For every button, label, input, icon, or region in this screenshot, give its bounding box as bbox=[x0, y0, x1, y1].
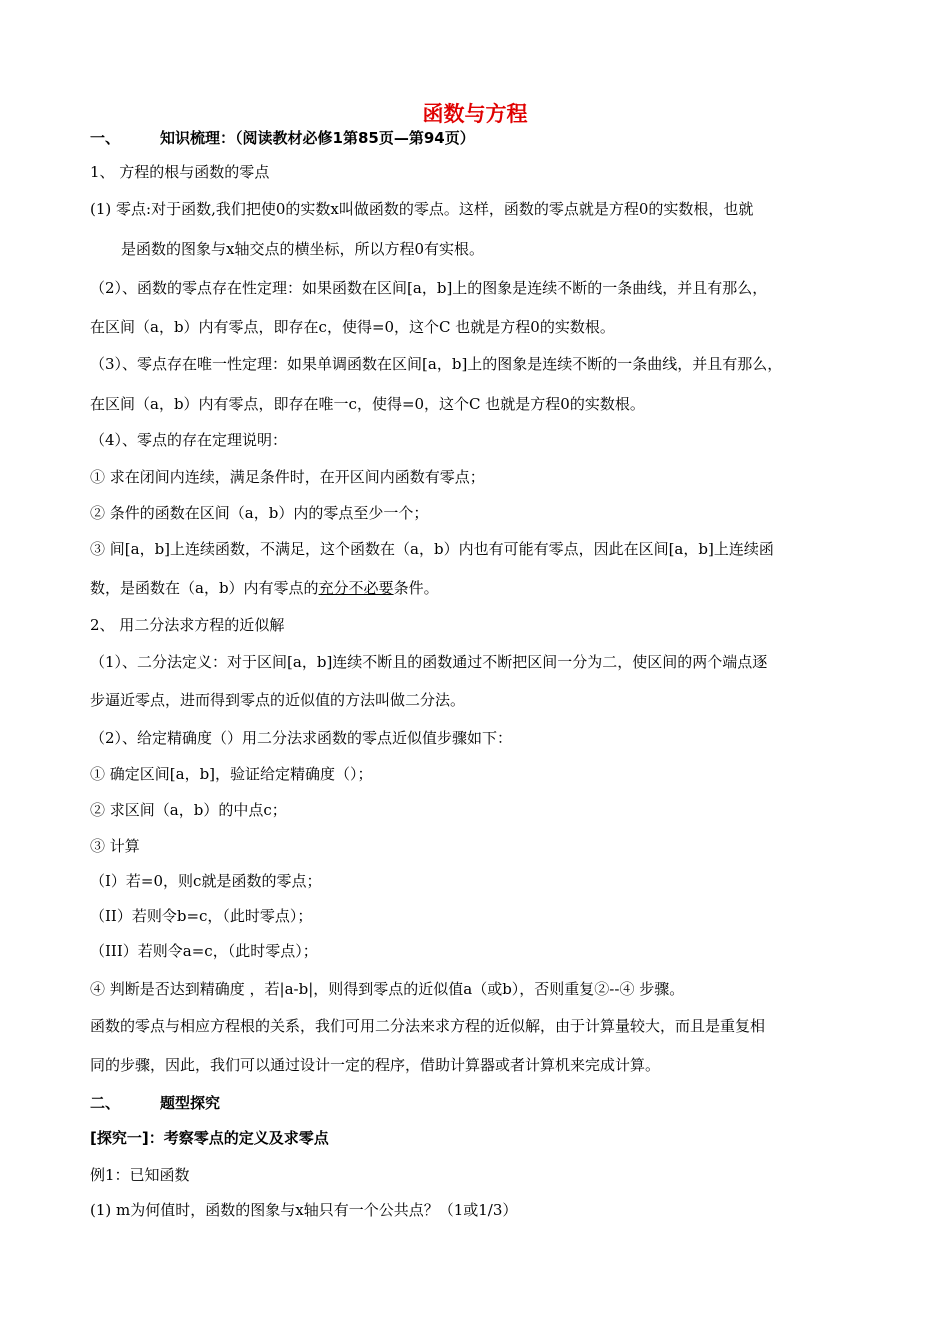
paragraph-line: （2）、函数的零点存在性定理：如果函数在区间[a，b]上的图象是连续不断的一条曲线，并且有那么， bbox=[90, 279, 768, 297]
section-number: 一、 bbox=[90, 129, 121, 147]
explore-heading: [探究一]：考察零点的定义及求零点 bbox=[90, 1129, 329, 1147]
paragraph-line: ① 确定区间[a，b]，验证给定精确度（）； bbox=[90, 765, 373, 783]
example-label: 例1：已知函数 bbox=[90, 1166, 190, 1184]
paragraph-line: 步逼近零点，进而得到零点的近似值的方法叫做二分法。 bbox=[90, 691, 466, 709]
paragraph-line: 1、 方程的根与函数的零点 bbox=[90, 163, 270, 181]
paragraph-line: 在区间（a，b）内有零点，即存在唯一c，使得=0，这个C 也就是方程0的实数根。 bbox=[90, 395, 645, 413]
paragraph-line: （3）、零点存在唯一性定理：如果单调函数在区间[a，b]上的图象是连续不断的一条曲线，并且有那么， bbox=[90, 355, 783, 373]
section-heading-2 bbox=[90, 1092, 910, 1114]
paragraph-line: ③ 间[a，b]上连续函数，不满足，这个函数在（a，b）内也有可能有零点，因此在区间[a，b]上连续函 bbox=[90, 540, 774, 558]
section-title: 知识梳理：（阅读教材必修1第85页—第94页） bbox=[160, 129, 475, 147]
text-span: 数，是函数在（a，b）内有零点的 bbox=[90, 579, 319, 597]
paragraph-line: ④ 判断是否达到精确度 ，若|a-b|，则得到零点的近似值a（或b），否则重复②--④ 步骤。 bbox=[90, 980, 685, 998]
document-title: 函数与方程 bbox=[422, 102, 528, 126]
paragraph-line: (1) 零点:对于函数,我们把使0的实数x叫做函数的零点。这样，函数的零点就是方程0的实数根，也就 bbox=[90, 200, 754, 218]
paragraph-line: （2）、给定精确度（）用二分法求函数的零点近似值步骤如下： bbox=[90, 729, 513, 747]
text-span: 条件。 bbox=[393, 579, 439, 597]
paragraph-line: ② 求区间（a，b）的中点c； bbox=[90, 801, 287, 819]
paragraph-line: ③ 计算 bbox=[90, 837, 140, 855]
paragraph-line: （I）若=0，则c就是函数的零点； bbox=[90, 872, 322, 890]
paragraph-line bbox=[90, 577, 910, 599]
example-question: (1) m为何值时，函数的图象与x轴只有一个公共点？（1或1/3） bbox=[90, 1201, 518, 1219]
section-title: 题型探究 bbox=[160, 1094, 221, 1112]
paragraph-line: 在区间（a，b）内有零点，即存在c，使得=0，这个C 也就是方程0的实数根。 bbox=[90, 318, 615, 336]
paragraph-line: ① 求在闭间内连续，满足条件时，在开区间内函数有零点； bbox=[90, 468, 485, 486]
section-number: 二、 bbox=[90, 1094, 121, 1112]
paragraph-line: 同的步骤，因此，我们可以通过设计一定的程序，借助计算器或者计算机来完成计算。 bbox=[90, 1056, 661, 1074]
section-heading-1 bbox=[90, 127, 910, 149]
underlined-term: 充分不必要 bbox=[318, 579, 394, 597]
paragraph-line: 2、 用二分法求方程的近似解 bbox=[90, 616, 285, 634]
paragraph-line: 函数的零点与相应方程根的关系，我们可用二分法来求方程的近似解，由于计算量较大，而且是重复相 bbox=[90, 1017, 766, 1035]
paragraph-line: 是函数的图象与x轴交点的横坐标，所以方程0有实根。 bbox=[121, 240, 485, 258]
paragraph-line: ② 条件的函数在区间（a，b）内的零点至少一个； bbox=[90, 504, 429, 522]
paragraph-line: （4）、零点的存在定理说明： bbox=[90, 431, 288, 449]
paragraph-line: （III）若则令a=c，（此时零点）； bbox=[90, 942, 318, 960]
paragraph-line: （II）若则令b=c，（此时零点）； bbox=[90, 907, 313, 925]
paragraph-line: （1）、二分法定义：对于区间[a，b]连续不断且的函数通过不断把区间一分为二，使区间的两个端点逐 bbox=[90, 653, 768, 671]
